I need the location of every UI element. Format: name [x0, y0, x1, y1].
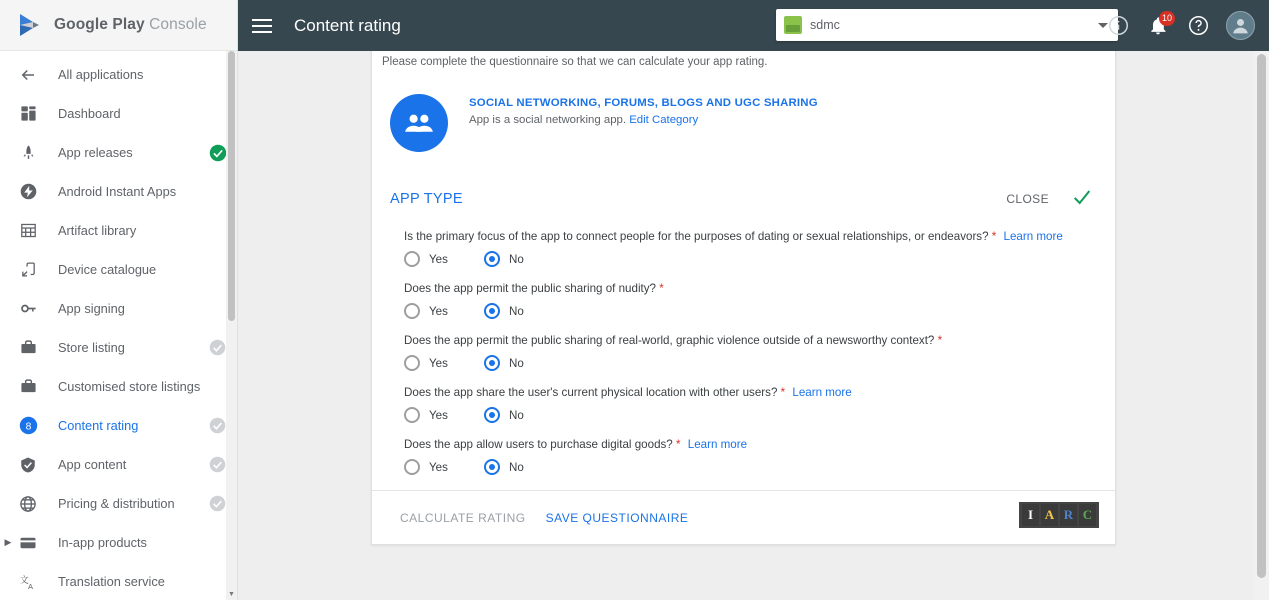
option-label: No: [509, 356, 524, 370]
sidebar-scrollbar-thumb[interactable]: [228, 51, 235, 321]
sidebar-item-status: [209, 300, 227, 318]
iarc-letter: C: [1079, 504, 1096, 526]
save-questionnaire-button[interactable]: SAVE QUESTIONNAIRE: [545, 510, 689, 525]
section-title: APP TYPE: [390, 191, 463, 207]
sidebar-item-status: [209, 183, 227, 201]
option-label: Yes: [429, 408, 448, 422]
svg-text:A: A: [28, 581, 34, 591]
radio-yes[interactable]: [404, 407, 420, 423]
question-options: [404, 459, 1115, 475]
option-label: Yes: [429, 356, 448, 370]
option-yes[interactable]: [404, 251, 484, 267]
content-rating-card: [371, 51, 1116, 545]
sidebar-item-status: [209, 573, 227, 591]
sidebar-item-all-applications[interactable]: [0, 55, 237, 94]
option-yes[interactable]: [404, 459, 484, 475]
top-bar: [238, 0, 1269, 51]
radio-no-selected[interactable]: [484, 407, 500, 423]
sidebar-item-status: [209, 105, 227, 123]
key-icon: [16, 297, 40, 321]
help-icon[interactable]: [1186, 14, 1210, 38]
category-subtitle: [469, 114, 818, 126]
sidebar-item-device-catalogue[interactable]: [0, 250, 237, 289]
sidebar-item-label: App releases: [58, 145, 133, 160]
required-marker: *: [937, 334, 943, 347]
sidebar-item-dashboard[interactable]: [0, 94, 237, 133]
question-label: Does the app permit the public sharing of real-world, graphic violence outside of a newsworthy context?: [404, 334, 935, 347]
question-options: [404, 407, 1115, 423]
top-bar-actions: [874, 0, 1255, 51]
option-label: Yes: [429, 460, 448, 474]
edit-category-link[interactable]: Edit Category: [629, 114, 699, 126]
question-item: [404, 282, 1115, 319]
sidebar-item-artifact-library[interactable]: [0, 211, 237, 250]
intro-text: Please complete the questionnaire so that we can calculate your app rating.: [382, 56, 768, 68]
question-text: [404, 282, 1115, 295]
radio-no-selected[interactable]: [484, 355, 500, 371]
sidebar-item-label: All applications: [58, 67, 144, 82]
brand-title: [54, 16, 207, 34]
required-marker: *: [676, 438, 681, 451]
question-text: [404, 334, 1115, 347]
radio-yes[interactable]: [404, 303, 420, 319]
sidebar-item-label: Translation service: [58, 574, 165, 589]
library-icon: [16, 219, 40, 243]
svg-text:文: 文: [19, 574, 29, 585]
option-no[interactable]: [484, 251, 524, 267]
brand-header[interactable]: [0, 0, 237, 51]
option-label: Yes: [429, 252, 448, 266]
sidebar-item-status-grey: [209, 417, 227, 435]
sidebar-item-label: Android Instant Apps: [58, 184, 177, 199]
option-no[interactable]: [484, 407, 524, 423]
question-text: [404, 386, 1115, 399]
device-icon: [16, 258, 40, 282]
sidebar-scrollbar[interactable]: [226, 51, 237, 600]
radio-yes[interactable]: [404, 355, 420, 371]
category-block: [372, 68, 1115, 152]
sidebar-item-label: Customised store listings: [58, 379, 201, 394]
card-footer: [372, 490, 1115, 544]
sidebar-item-android-instant-apps[interactable]: [0, 172, 237, 211]
sidebar-item-label: Artifact library: [58, 223, 137, 238]
option-label: No: [509, 460, 524, 474]
radio-yes[interactable]: [404, 459, 420, 475]
questions-list: [372, 212, 1115, 475]
calculate-rating-button[interactable]: CALCULATE RATING: [400, 510, 526, 525]
scroll-down-icon[interactable]: ▼: [228, 591, 235, 598]
option-no[interactable]: [484, 459, 524, 475]
learn-more-link[interactable]: Learn more: [792, 386, 852, 399]
globe-icon: [16, 492, 40, 516]
sidebar-item-label: App content: [58, 457, 127, 472]
sidebar-item-label: Pricing & distribution: [58, 496, 175, 511]
radio-no-selected[interactable]: [484, 459, 500, 475]
translate-icon: [16, 570, 40, 594]
question-options: [404, 303, 1115, 319]
brand-title-light: Console: [149, 16, 207, 33]
sidebar-item-status-grey: [209, 456, 227, 474]
close-section-button[interactable]: CLOSE: [1006, 192, 1049, 206]
page-scrollbar-thumb[interactable]: [1257, 54, 1266, 578]
custom-store-icon: [16, 375, 40, 399]
app-thumbnail-icon: [784, 16, 802, 34]
question-item: [404, 386, 1115, 423]
question-options: [404, 251, 1115, 267]
category-text: [469, 92, 818, 126]
sidebar-item-status-grey: [209, 495, 227, 513]
sidebar-item-translation-service[interactable]: [0, 562, 237, 600]
page-scrollbar[interactable]: [1254, 51, 1269, 600]
card-icon: [16, 531, 40, 555]
sidebar-item-label: Device catalogue: [58, 262, 157, 277]
arrow-left-icon: [16, 63, 40, 87]
option-yes[interactable]: [404, 355, 484, 371]
sidebar-item-label: App signing: [58, 301, 125, 316]
dashboard-icon: [16, 102, 40, 126]
people-group-icon: [390, 94, 448, 152]
option-label: Yes: [429, 304, 448, 318]
option-label: No: [509, 304, 524, 318]
sidebar-item-app-content[interactable]: [0, 445, 237, 484]
chevron-right-icon[interactable]: ▶: [4, 537, 12, 547]
sidebar-item-label: Content rating: [58, 418, 139, 433]
account-avatar[interactable]: [1226, 11, 1255, 40]
sidebar-item-app-releases[interactable]: [0, 133, 237, 172]
content-area: [238, 51, 1269, 600]
instant-apps-icon: [16, 180, 40, 204]
question-label: Does the app permit the public sharing of nudity?: [404, 282, 656, 295]
shield-icon: [16, 453, 40, 477]
svg-text:8: 8: [25, 421, 31, 433]
sidebar-item-status-grey: [209, 339, 227, 357]
sidebar-nav: [0, 51, 237, 600]
sidebar-item-in-app-products[interactable]: [0, 523, 237, 562]
store-icon: [16, 336, 40, 360]
sidebar-item-store-listing[interactable]: [0, 328, 237, 367]
app-selector-value: sdmc: [810, 18, 840, 32]
app-type-section-header: [372, 152, 1115, 212]
sidebar: [0, 0, 238, 600]
radio-yes[interactable]: [404, 251, 420, 267]
learn-more-link[interactable]: Learn more: [687, 438, 748, 451]
iarc-letter: I: [1022, 504, 1039, 526]
question-text: [404, 230, 1115, 243]
iarc-logo: [1019, 502, 1099, 528]
option-yes[interactable]: [404, 303, 484, 319]
sidebar-item-status-complete: [209, 144, 227, 162]
option-no[interactable]: [484, 303, 524, 319]
sidebar-item-status: [209, 534, 227, 552]
required-marker: *: [780, 386, 786, 399]
iarc-letter: A: [1041, 504, 1058, 526]
question-options: [404, 355, 1115, 371]
bell-icon[interactable]: [1146, 14, 1170, 38]
sidebar-item-pricing-distribution[interactable]: [0, 484, 237, 523]
google-play-icon: [16, 11, 44, 39]
sidebar-item-status: [209, 261, 227, 279]
brand-title-bold: Google Play: [54, 16, 145, 33]
radio-no-selected[interactable]: [484, 251, 500, 267]
sidebar-item-app-signing[interactable]: [0, 289, 237, 328]
question-label: Does the app share the user's current physical location with other users?: [404, 386, 778, 399]
category-title: SOCIAL NETWORKING, FORUMS, BLOGS AND UGC SHARING: [469, 97, 818, 109]
notification-badge: 10: [1159, 11, 1175, 26]
option-no[interactable]: [484, 355, 524, 371]
main-area: [238, 0, 1269, 600]
option-label: No: [509, 408, 524, 422]
info-icon[interactable]: [1106, 14, 1130, 38]
sidebar-item-customised-store-listings[interactable]: [0, 367, 237, 406]
sidebar-item-status: [209, 222, 227, 240]
hamburger-icon[interactable]: [252, 19, 272, 33]
rocket-icon: [16, 141, 40, 165]
required-marker: *: [991, 230, 997, 243]
question-label: Is the primary focus of the app to connect people for the purposes of dating or sexual relationships, or endeavors?: [404, 230, 989, 243]
option-yes[interactable]: [404, 407, 484, 423]
sidebar-item-status: [209, 378, 227, 396]
sidebar-item-label: In-app products: [58, 535, 147, 550]
check-icon: [1071, 186, 1093, 212]
question-item: [404, 334, 1115, 371]
content-rating-icon: [16, 414, 40, 438]
question-text: [404, 438, 1115, 451]
question-label: Does the app allow users to purchase digital goods?: [404, 438, 673, 451]
sidebar-item-label: Dashboard: [58, 106, 121, 121]
category-description: App is a social networking app.: [469, 114, 627, 126]
iarc-letter: R: [1060, 504, 1077, 526]
question-item: [404, 438, 1115, 475]
required-marker: *: [659, 282, 664, 295]
question-item: [404, 230, 1115, 267]
option-label: No: [509, 252, 524, 266]
learn-more-link[interactable]: Learn more: [1003, 230, 1063, 243]
sidebar-item-content-rating[interactable]: [0, 406, 237, 445]
sidebar-item-label: Store listing: [58, 340, 125, 355]
page-title: Content rating: [294, 15, 401, 35]
radio-no-selected[interactable]: [484, 303, 500, 319]
